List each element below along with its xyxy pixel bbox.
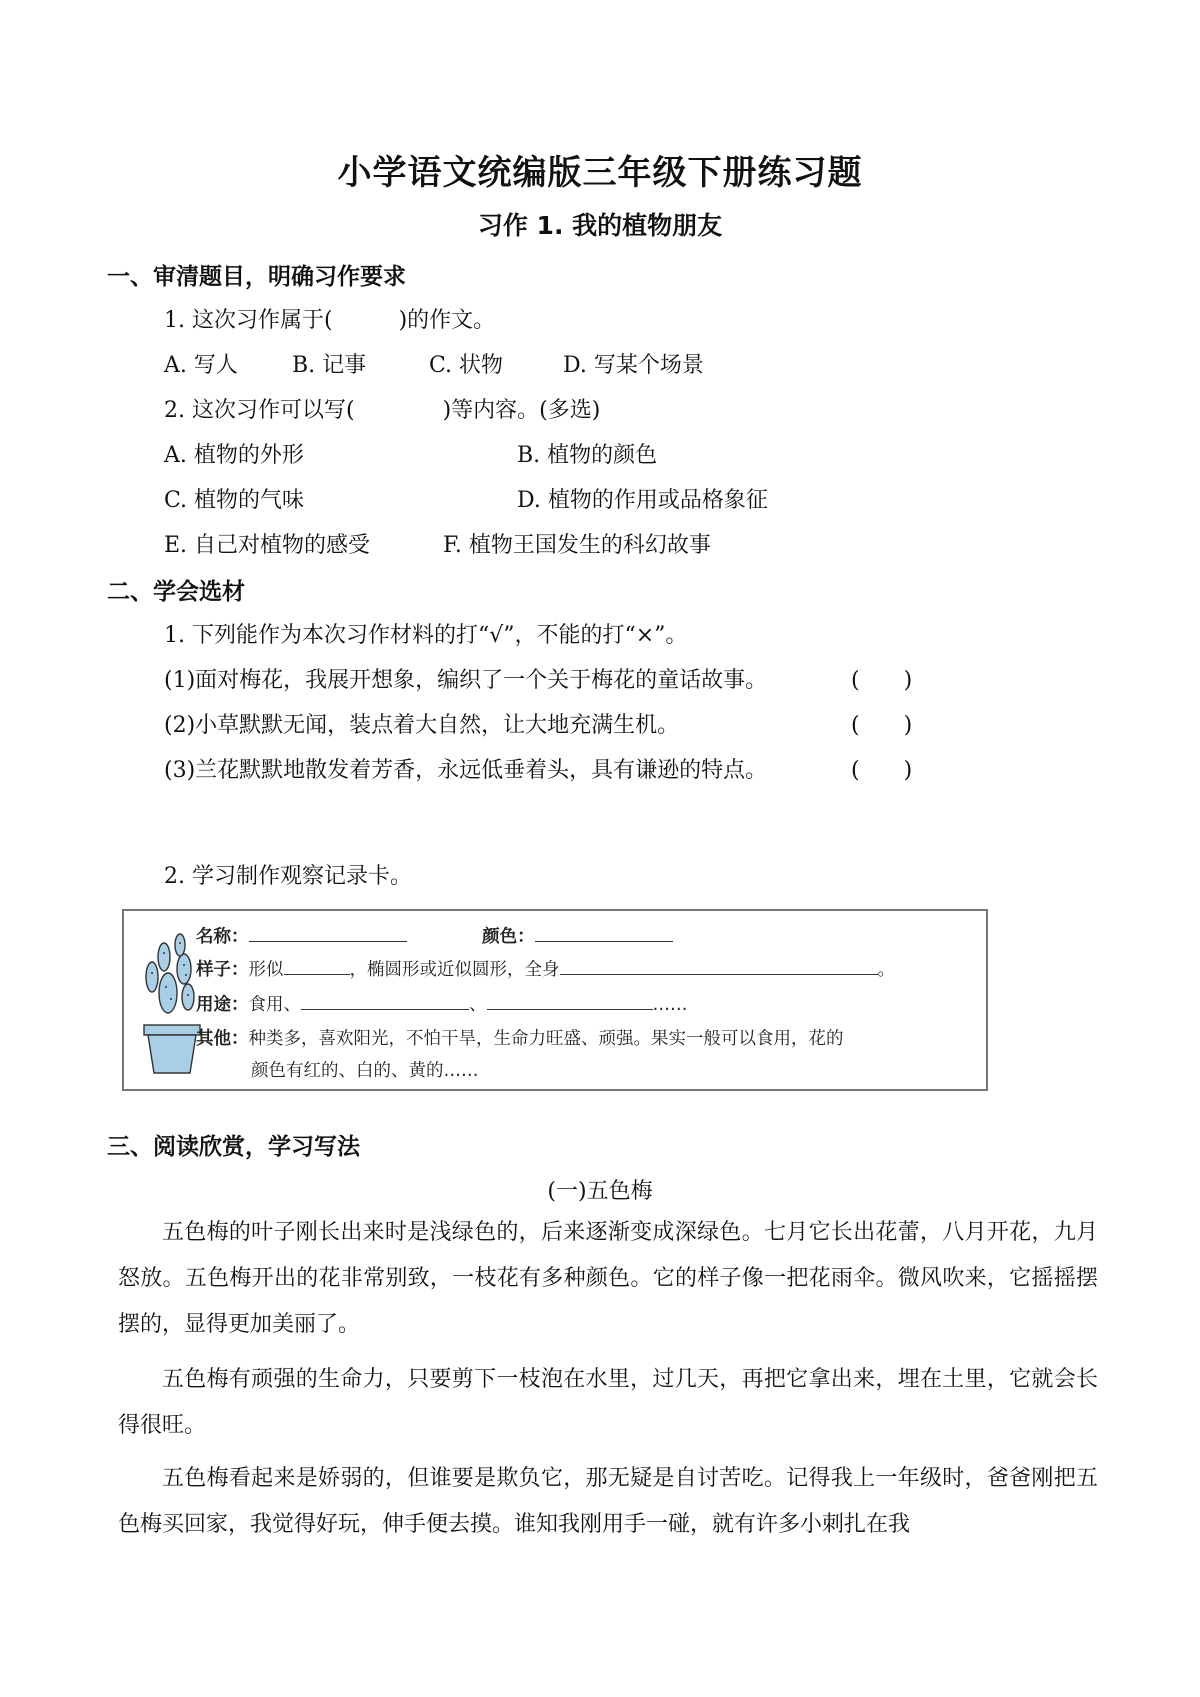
judge-blank-2: ( ) xyxy=(851,713,913,738)
page-subtitle: 习作 1. 我的植物朋友 xyxy=(477,211,723,240)
option-2-f: F. 植物王国发生的科幻故事 xyxy=(443,533,711,558)
option-1-c: C. 状物 xyxy=(429,353,504,378)
color-blank[interactable] xyxy=(535,923,673,942)
question-1-1: 1. 这次习作属于( )的作文。 xyxy=(164,308,496,333)
shape-text-2: ，椭圆形或近似圆形，全身 xyxy=(349,960,560,980)
option-1-a: A. 写人 xyxy=(164,353,238,378)
option-2-c: C. 植物的气味 xyxy=(164,488,305,513)
name-blank[interactable] xyxy=(249,923,407,942)
judge-blank-1: ( ) xyxy=(851,668,913,693)
judge-item-1: (1)面对梅花，我展开想象，编织了一个关于梅花的童话故事。 xyxy=(164,668,768,693)
color-label: 颜色： xyxy=(482,927,535,947)
article-title: (一)五色梅 xyxy=(547,1179,653,1204)
use-blank-2[interactable] xyxy=(487,991,653,1010)
question-1-2: 2. 这次习作可以写( )等内容。(多选) xyxy=(164,398,601,423)
option-1-d: D. 写某个场景 xyxy=(563,353,704,378)
option-2-b: B. 植物的颜色 xyxy=(517,443,658,468)
use-text-3: …… xyxy=(652,995,688,1015)
option-2-a: A. 植物的外形 xyxy=(164,443,304,468)
use-text-1: 食用、 xyxy=(248,995,301,1015)
name-label: 名称： xyxy=(196,927,249,947)
article-paragraph-3: 五色梅看起来是娇弱的，但谁要是欺负它，那无疑是自讨苦吃。记得我上一年级时，爸爸刚把五色梅买回家，我觉得好玩，伸手便去摸。谁知我刚用手一碰，就有许多小刺扎在我 xyxy=(118,1466,1098,1537)
observation-record-card xyxy=(122,909,988,1091)
shape-blank-1[interactable] xyxy=(284,956,350,975)
section-3-heading: 三、阅读欣赏，学习写法 xyxy=(107,1134,360,1160)
section-2-heading: 二、学会选材 xyxy=(107,579,245,605)
shape-label: 样子： xyxy=(196,960,249,980)
article-paragraph-1: 五色梅的叶子刚长出来时是浅绿色的，后来逐渐变成深绿色。七月它长出花蕾，八月开花，九月怒放。五色梅开出的花非常别致，一枝花有多种颜色。它的样子像一把花雨伞。微风吹来，它摇摇摆摆的，显得更加美丽了。 xyxy=(118,1220,1098,1337)
use-blank-1[interactable] xyxy=(301,991,469,1010)
option-2-e: E. 自己对植物的感受 xyxy=(164,533,371,558)
shape-text-1: 形似 xyxy=(248,960,284,980)
judge-item-2: (2)小草默默无闻，装点着大自然，让大地充满生机。 xyxy=(164,713,680,738)
other-line-1: 种类多，喜欢阳光，不怕干旱，生命力旺盛、顽强。果实一般可以食用，花的 xyxy=(248,1029,844,1049)
shape-text-3: 。 xyxy=(877,960,895,980)
use-label: 用途： xyxy=(196,995,249,1015)
option-2-d: D. 植物的作用或品格象征 xyxy=(517,488,768,513)
page-title: 小学语文统编版三年级下册练习题 xyxy=(337,153,863,193)
option-1-b: B. 记事 xyxy=(292,353,367,378)
judge-blank-3: ( ) xyxy=(851,758,913,783)
other-label: 其他： xyxy=(196,1029,249,1049)
question-2-1: 1. 下列能作为本次习作材料的打“√”，不能的打“×”。 xyxy=(164,623,688,648)
other-line-2: 颜色有红的、白的、黄的…… xyxy=(251,1061,479,1081)
section-1-heading: 一、审清题目，明确习作要求 xyxy=(107,264,406,290)
shape-blank-2[interactable] xyxy=(560,956,878,975)
judge-item-3: (3)兰花默默地散发着芳香，永远低垂着头，具有谦逊的特点。 xyxy=(164,758,768,783)
use-text-2: 、 xyxy=(469,995,487,1015)
question-2-2: 2. 学习制作观察记录卡。 xyxy=(164,864,412,889)
article-paragraph-2: 五色梅有顽强的生命力，只要剪下一枝泡在水里，过几天，再把它拿出来，埋在土里，它就会长得很旺。 xyxy=(118,1367,1098,1438)
